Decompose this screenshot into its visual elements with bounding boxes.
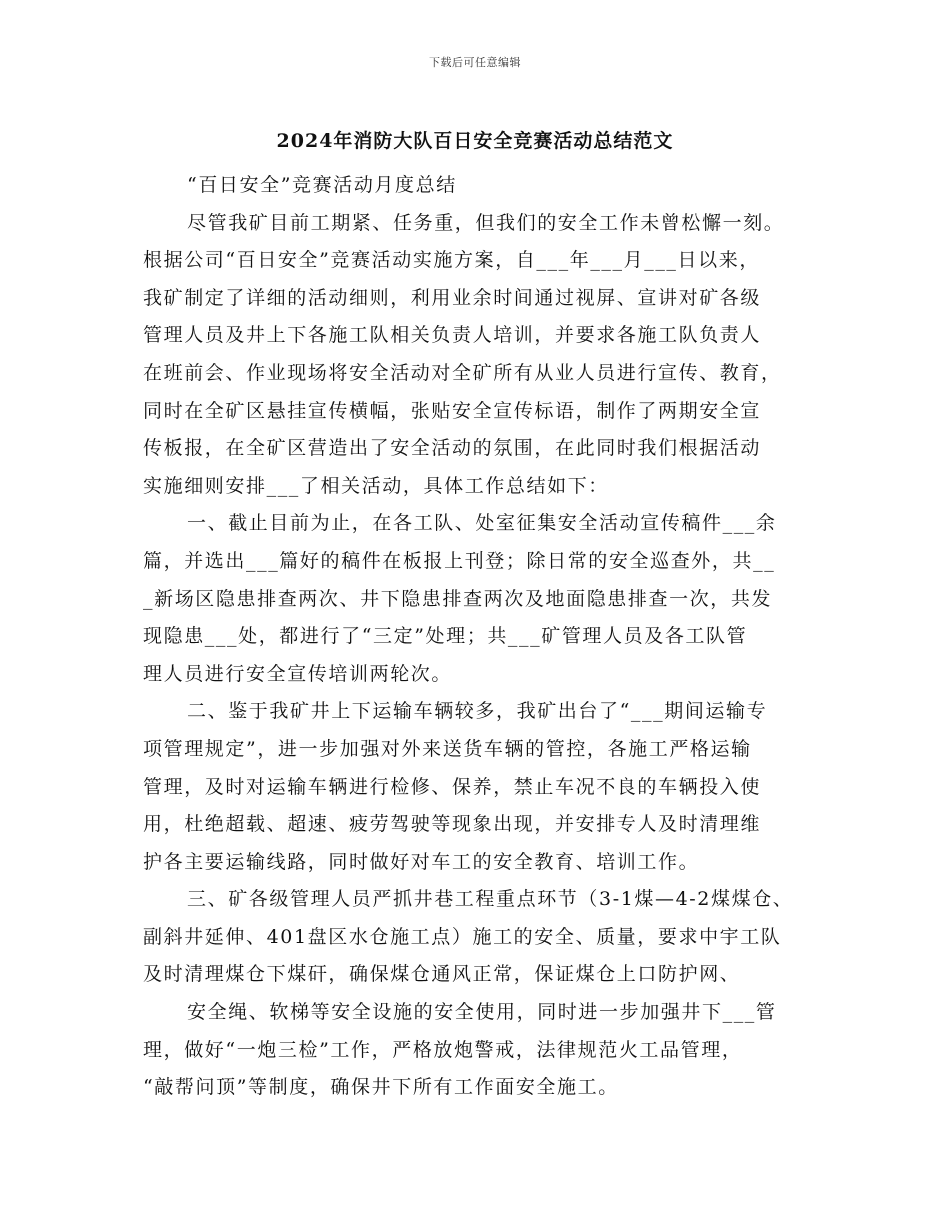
body-line: 理，做好“一炮三检”工作，严格放炮警戒，法律规范火工品管理，	[143, 1038, 743, 1061]
body-line: 项管理规定”，进一步加强对外来送货车辆的管控，各施工严格运输	[143, 737, 752, 760]
body-line: 在班前会、作业现场将安全活动对全矿所有从业人员进行宣传、教育，	[143, 361, 782, 384]
body-line: “敲帮问顶”等制度，确保井下所有工作面安全施工。	[143, 1076, 619, 1099]
body-line: 护各主要运输线路，同时做好对车工的安全教育、培训工作。	[143, 850, 700, 873]
body-line: 同时在全矿区悬挂宣传横幅，张贴安全宣传标语，制作了两期安全宣	[143, 399, 762, 422]
body-line: 管理，及时对运输车辆进行检修、保养，禁止车况不良的车辆投入使	[143, 775, 762, 798]
body-line: 一、截止目前为止，在各工队、处室征集安全活动宣传稿件___余	[187, 512, 777, 535]
body-line: 及时清理煤仓下煤矸，确保煤仓通风正常，保证煤仓上口防护网、	[143, 963, 741, 986]
body-line: “百日安全”竞赛活动月度总结	[187, 174, 457, 196]
document-body	[143, 167, 831, 1107]
body-line: 尽管我矿目前工期紧、任务重，但我们的安全工作未曾松懈一刻。	[187, 211, 785, 234]
body-line: _新场区隐患排查两次、井下隐患排查两次及地面隐患排查一次，共发	[143, 587, 773, 610]
body-line: 安全绳、软梯等安全设施的安全使用，同时进一步加强井下___管	[187, 1001, 777, 1024]
header-note: 下载后可任意编辑	[429, 56, 521, 69]
body-line: 传板报，在全矿区营造出了安全活动的氛围，在此同时我们根据活动	[143, 437, 762, 460]
body-line: 理人员进行安全宣传培训两轮次。	[143, 662, 453, 685]
body-line: 根据公司“百日安全”竞赛活动实施方案，自___年___月___日以来，	[143, 249, 760, 272]
body-line: 副斜井延伸、401盘区水仓施工点）施工的安全、质量，要求中宇工队	[143, 925, 782, 948]
body-line: 管理人员及井上下各施工队相关负责人培训，并要求各施工队负责人	[143, 324, 762, 347]
body-line: 现隐患___处，都进行了“三定”处理；共___矿管理人员及各工队管	[143, 625, 748, 648]
body-line: 我矿制定了详细的活动细则，利用业余时间通过视屏、宣讲对矿各级	[143, 286, 762, 309]
body-line: 实施细则安排___了相关活动，具体工作总结如下：	[143, 474, 609, 497]
body-line: 用，杜绝超载、超速、疲劳驾驶等现象出现，并安排专人及时清理维	[143, 813, 762, 836]
body-line: 三、矿各级管理人员严抓井巷工程重点环节（3-1煤—4-2煤煤仓、	[187, 888, 794, 911]
body-line: 篇，并选出___篇好的稿件在板报上刊登；除日常的安全巡查外，共__	[143, 549, 776, 572]
body-line: 二、鉴于我矿井上下运输车辆较多，我矿出台了“___期间运输专	[187, 700, 768, 723]
document-title: 2024年消防大队百日安全竞赛活动总结范文	[276, 130, 674, 152]
